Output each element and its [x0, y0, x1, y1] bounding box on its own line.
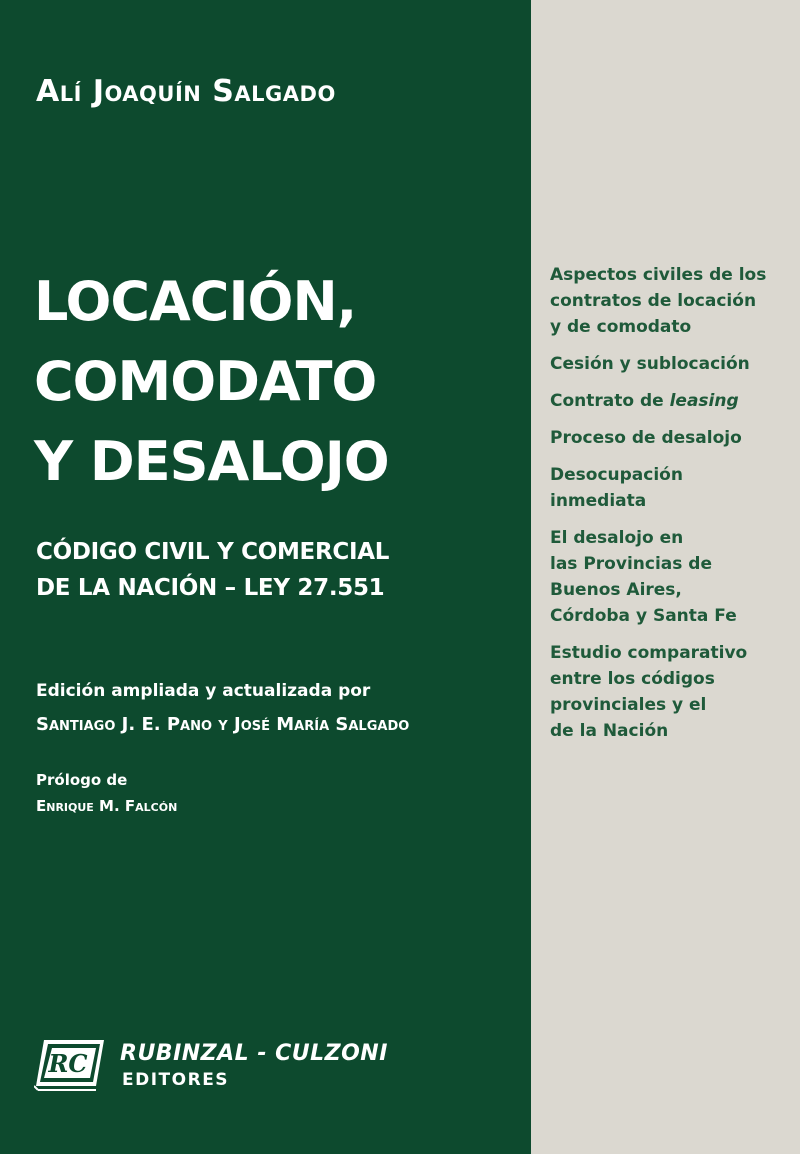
prologue-label: Prólogo de	[36, 771, 128, 789]
topic-line: El desalojo en	[550, 528, 684, 548]
topic-line: Desocupación	[550, 465, 683, 485]
edition-editors: Santiago J. E. Pano y José María Salgado	[36, 714, 410, 735]
topic-item	[550, 525, 790, 629]
edition-label: Edición ampliada y actualizada por	[36, 681, 371, 701]
topics-list	[550, 262, 790, 755]
topic-line: provinciales y el	[550, 695, 707, 715]
prologue-author: Enrique M. Falcón	[36, 797, 178, 815]
subtitle-line: DE LA NACIÓN – LEY 27.551	[36, 575, 385, 601]
topic-line: las Provincias de	[550, 554, 712, 574]
topic-line: Estudio comparativo	[550, 643, 748, 663]
topic-item	[550, 425, 790, 451]
topic-line: inmediata	[550, 491, 647, 511]
topic-line: Proceso de desalojo	[550, 428, 742, 448]
publisher-block	[34, 1030, 434, 1096]
topic-line: entre los códigos	[550, 669, 715, 689]
book-title	[34, 262, 389, 502]
topic-item	[550, 388, 790, 414]
publisher-logo-icon	[34, 1034, 106, 1092]
author-name: Alí Joaquín Salgado	[36, 74, 336, 109]
publisher-logo-text: RC	[48, 1049, 88, 1078]
title-line: Y DESALOJO	[34, 430, 389, 493]
topic-item	[550, 351, 790, 377]
topic-line: contratos de locación	[550, 291, 757, 311]
topic-item	[550, 262, 790, 340]
topic-leasing-prefix: Contrato de	[550, 391, 670, 411]
topic-line: Aspectos civiles de los	[550, 265, 767, 285]
topic-item	[550, 462, 790, 514]
topic-line-leasing	[550, 388, 790, 414]
subtitle-line: CÓDIGO CIVIL Y COMERCIAL	[36, 539, 390, 565]
topic-line: y de comodato	[550, 317, 692, 337]
topic-line: Cesión y sublocación	[550, 354, 750, 374]
topic-line: de la Nación	[550, 721, 669, 741]
topic-item	[550, 640, 790, 744]
topic-line: Córdoba y Santa Fe	[550, 606, 737, 626]
topic-leasing-italic: leasing	[669, 391, 739, 411]
publisher-subname: EDITORES	[122, 1070, 230, 1090]
title-line: LOCACIÓN,	[34, 270, 357, 333]
title-line: COMODATO	[34, 350, 377, 413]
prologue-credits	[36, 767, 177, 819]
edition-credits	[36, 674, 409, 742]
publisher-name: RUBINZAL - CULZONI	[120, 1041, 388, 1066]
book-subtitle	[36, 534, 389, 606]
topic-line: Buenos Aires,	[550, 580, 682, 600]
